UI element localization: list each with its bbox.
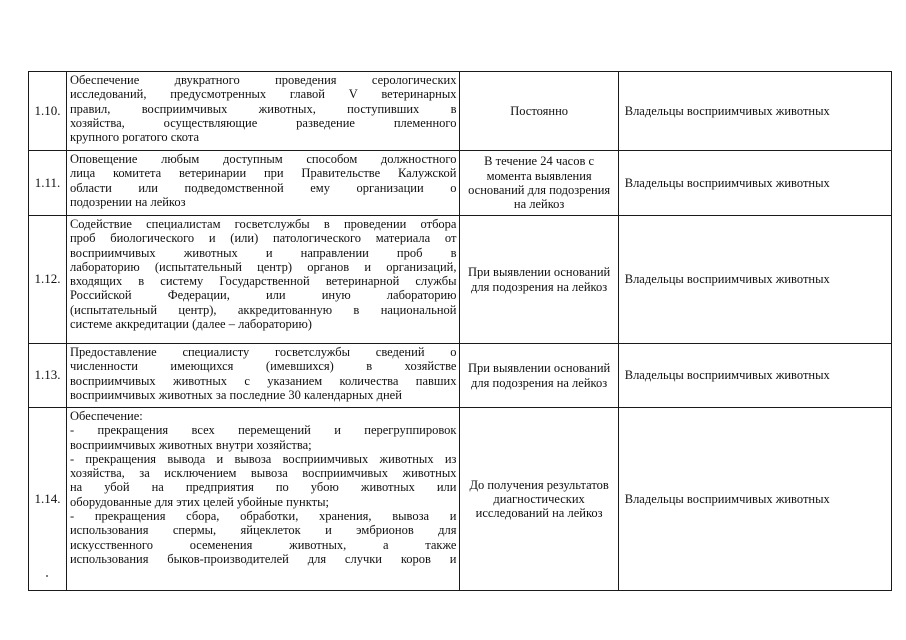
measure-line: проб биологического и (или) патологического материала от [69, 231, 457, 246]
responsible-cell: Владельцы восприимчивых животных [618, 408, 891, 591]
measure-description [66, 151, 460, 216]
measure-line: Российской Федерации, или иную лабораторию [69, 288, 457, 303]
measure-description [66, 344, 460, 408]
measure-line: восприимчивых животных за последние 30 календарных дней [69, 387, 402, 402]
measure-line: входящих в систему Государственной ветеринарной службы [69, 274, 457, 289]
measure-line: хозяйства, осуществляющие разведение племенного [69, 115, 457, 130]
table-row [29, 344, 892, 408]
measure-line: восприимчивых животных с указанием количества павших [69, 373, 457, 388]
measure-line: Оповещение любым доступным способом должностного [69, 152, 457, 166]
measure-text [70, 409, 457, 566]
term-cell: До получения результатов диагностических исследований на лейкоз [460, 408, 618, 591]
row-number: 1.14. [29, 408, 67, 591]
row-number: 1.12. [29, 216, 67, 344]
responsible-cell: Владельцы восприимчивых животных [618, 344, 891, 408]
term-cell: Постоянно [460, 72, 618, 151]
responsible-cell: Владельцы восприимчивых животных [618, 151, 891, 216]
measure-line: правил, восприимчивых животных, поступивших в [69, 101, 457, 116]
measure-line: Обеспечение двукратного проведения серологических [69, 73, 457, 87]
measure-line: области или подведомственной ему организации о [69, 180, 457, 195]
row-number: 1.11. [29, 151, 67, 216]
term-cell: При выявлении оснований для подозрения на лейкоз [460, 344, 618, 408]
table-row [29, 408, 892, 591]
measure-text [70, 73, 457, 144]
term-cell: При выявлении оснований для подозрения на лейкоз [460, 216, 618, 344]
measure-line: хозяйства, за исключением вывоза восприимчивых животных [69, 466, 457, 481]
measure-line: Предоставление специалисту госветслужбы сведений о [69, 345, 457, 359]
responsible-cell: Владельцы восприимчивых животных [618, 72, 891, 151]
measure-line: - прекращения сбора, обработки, хранения, вывоза и [69, 509, 457, 524]
measure-description [66, 72, 460, 151]
measure-line: оборудованные для этих целей убойные пункты; [69, 494, 329, 509]
measure-line: искусственного осеменения животных, а также [69, 537, 457, 552]
measure-line: подозрении на лейкоз [69, 194, 186, 209]
table-row [29, 72, 892, 151]
measure-line: крупного рогатого скота [69, 130, 200, 145]
measure-text [70, 152, 457, 209]
measure-text [70, 345, 457, 402]
measure-line: восприимчивых животных и направлении проб в [69, 245, 457, 260]
measures-table [28, 71, 892, 591]
measure-line: - прекращения вывода и вывоза восприимчивых животных из [69, 451, 457, 466]
row-number: 1.10. [29, 72, 67, 151]
measure-line: - прекращения всех перемещений и перегруппировок [69, 423, 457, 438]
measure-line: лица комитета ветеринарии при Правительстве Калужской [69, 166, 457, 181]
measure-description [66, 408, 460, 591]
table-row [29, 216, 892, 344]
table-row [29, 151, 892, 216]
measure-line: лабораторию (испытательный центр) органов и организаций, [69, 259, 457, 274]
measure-line: восприимчивых животных внутри хозяйства; [69, 437, 312, 452]
measure-text [70, 217, 457, 331]
measure-line: Обеспечение: [69, 409, 143, 423]
measure-line: системе аккредитации (далее – лабораторию) [69, 317, 312, 332]
responsible-cell: Владельцы восприимчивых животных [618, 216, 891, 344]
measure-description [66, 216, 460, 344]
measure-line: Содействие специалистам госветслужбы в проведении отбора [69, 217, 457, 231]
scan-speck [46, 575, 48, 577]
measure-line: исследований, предусмотренных главой V ветеринарных [69, 87, 457, 102]
measure-line: на убой на предприятия по убою животных или [69, 480, 457, 495]
term-cell: В течение 24 часов с момента выявления оснований для подозрения на лейкоз [460, 151, 618, 216]
measure-line: (испытательный центр), аккредитованную в национальной [69, 302, 457, 317]
row-number: 1.13. [29, 344, 67, 408]
measure-line: использования спермы, яйцеклеток и эмбрионов для [69, 523, 457, 538]
measure-line: численности имеющихся (имевшихся) в хозяйстве [69, 359, 457, 374]
measure-line: использования быков-производителей для случки коров и [69, 551, 457, 566]
